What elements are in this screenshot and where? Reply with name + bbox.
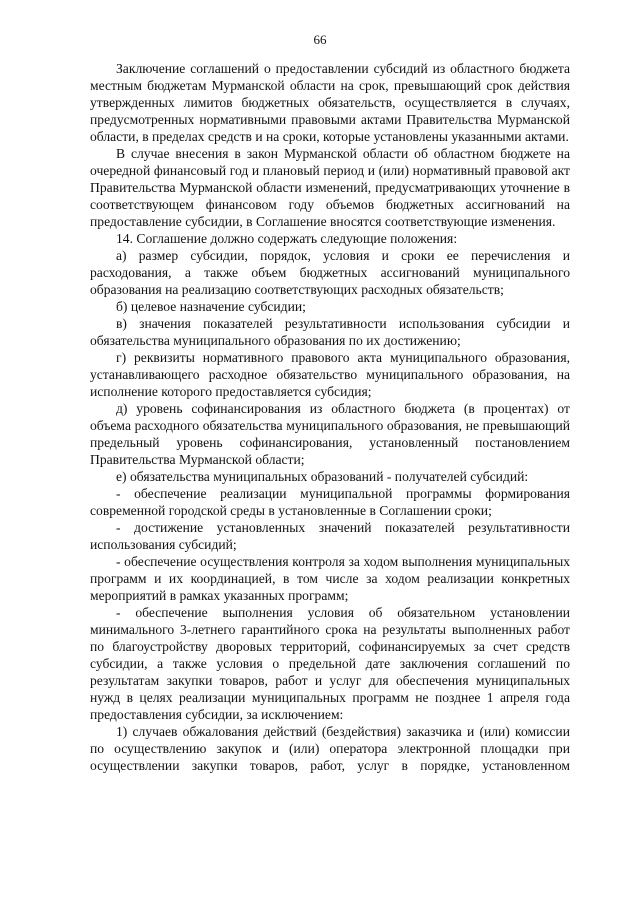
paragraph-item-g: г) реквизиты нормативного правового акта муниципального образования, устанавливающего расходное обязательство муниципального образования, на исполнение которого предоставляется субсидия; [90,350,570,399]
paragraph-subsidy-agreements: Заключение соглашений о предоставлении субсидий из областного бюджета местным бюджетам Мурманской области на срок, превышающий срок действия утвержденных лимитов бюджетных обязательств, осуществляется в случаях, предусмотренных нормативными правовыми актами Правительства Мурманской области, в пределах средств и на сроки, которые установлены указанными актами. [90,61,570,144]
paragraph-exception-1: 1) случаев обжалования действий (бездействия) заказчика и (или) комиссии по осуществлению закупок и (или) оператора электронной площадки при осуществлении закупки товаров, работ, услуг в порядке, установленном [90,724,570,773]
paragraph-obligation-control: - обеспечение осуществления контроля за ходом выполнения муниципальных программ и их координацией, в том числе за ходом реализации конкретных мероприятий в рамках указанных программ; [90,554,570,603]
paragraph-item-e: е) обязательства муниципальных образований - получателей субсидий: [116,469,529,484]
document-body [90,60,570,774]
paragraph-obligation-program: - обеспечение реализации муниципальной программы формирования современной городской среды в установленные в Соглашении сроки; [90,486,570,518]
paragraph-item-b: б) целевое назначение субсидии; [116,299,306,314]
paragraph-item-a: а) размер субсидии, порядок, условия и сроки ее перечисления и расходования, а также объем бюджетных ассигнований муниципального образования на реализацию соответствующих расходных обязательств; [90,248,570,297]
paragraph-obligation-warranty: - обеспечение выполнения условия об обязательном установлении минимального 3-летнего гарантийного срока на результаты выполненных работ по благоустройству дворовых территорий, софинансируемых за счет средств субсидии, а также условия о предельной дате заключения соглашений по результатам закупки товаров, работ и услуг для обеспечения муниципальных нужд в целях реализации муниципальных программ не позднее 1 апреля года предоставления субсидии, за исключением: [90,605,570,722]
paragraph-law-amendments: В случае внесения в закон Мурманской области об областном бюджете на очередной финансовый год и плановый период и (или) нормативный правовой акт Правительства Мурманской области изменений, предусматривающих уточнение в соответствующем финансовом году объемов бюджетных ассигнований на предоставление субсидии, в Соглашение вносятся соответствующие изменения. [90,146,570,229]
paragraph-item-v: в) значения показателей результативности использования субсидии и обязательства муниципального образования по их достижению; [90,316,570,348]
paragraph-obligation-indicators: - достижение установленных значений показателей результативности использования субсидий; [90,520,570,552]
paragraph-item-d: д) уровень софинансирования из областного бюджета (в процентах) от объема расходного обязательства муниципального образования, не превышающий предельный уровень софинансирования, установленный постановлением Правительства Мурманской области; [90,401,570,467]
page-number: 66 [313,32,327,47]
paragraph-clause-14: 14. Соглашение должно содержать следующие положения: [116,231,458,246]
